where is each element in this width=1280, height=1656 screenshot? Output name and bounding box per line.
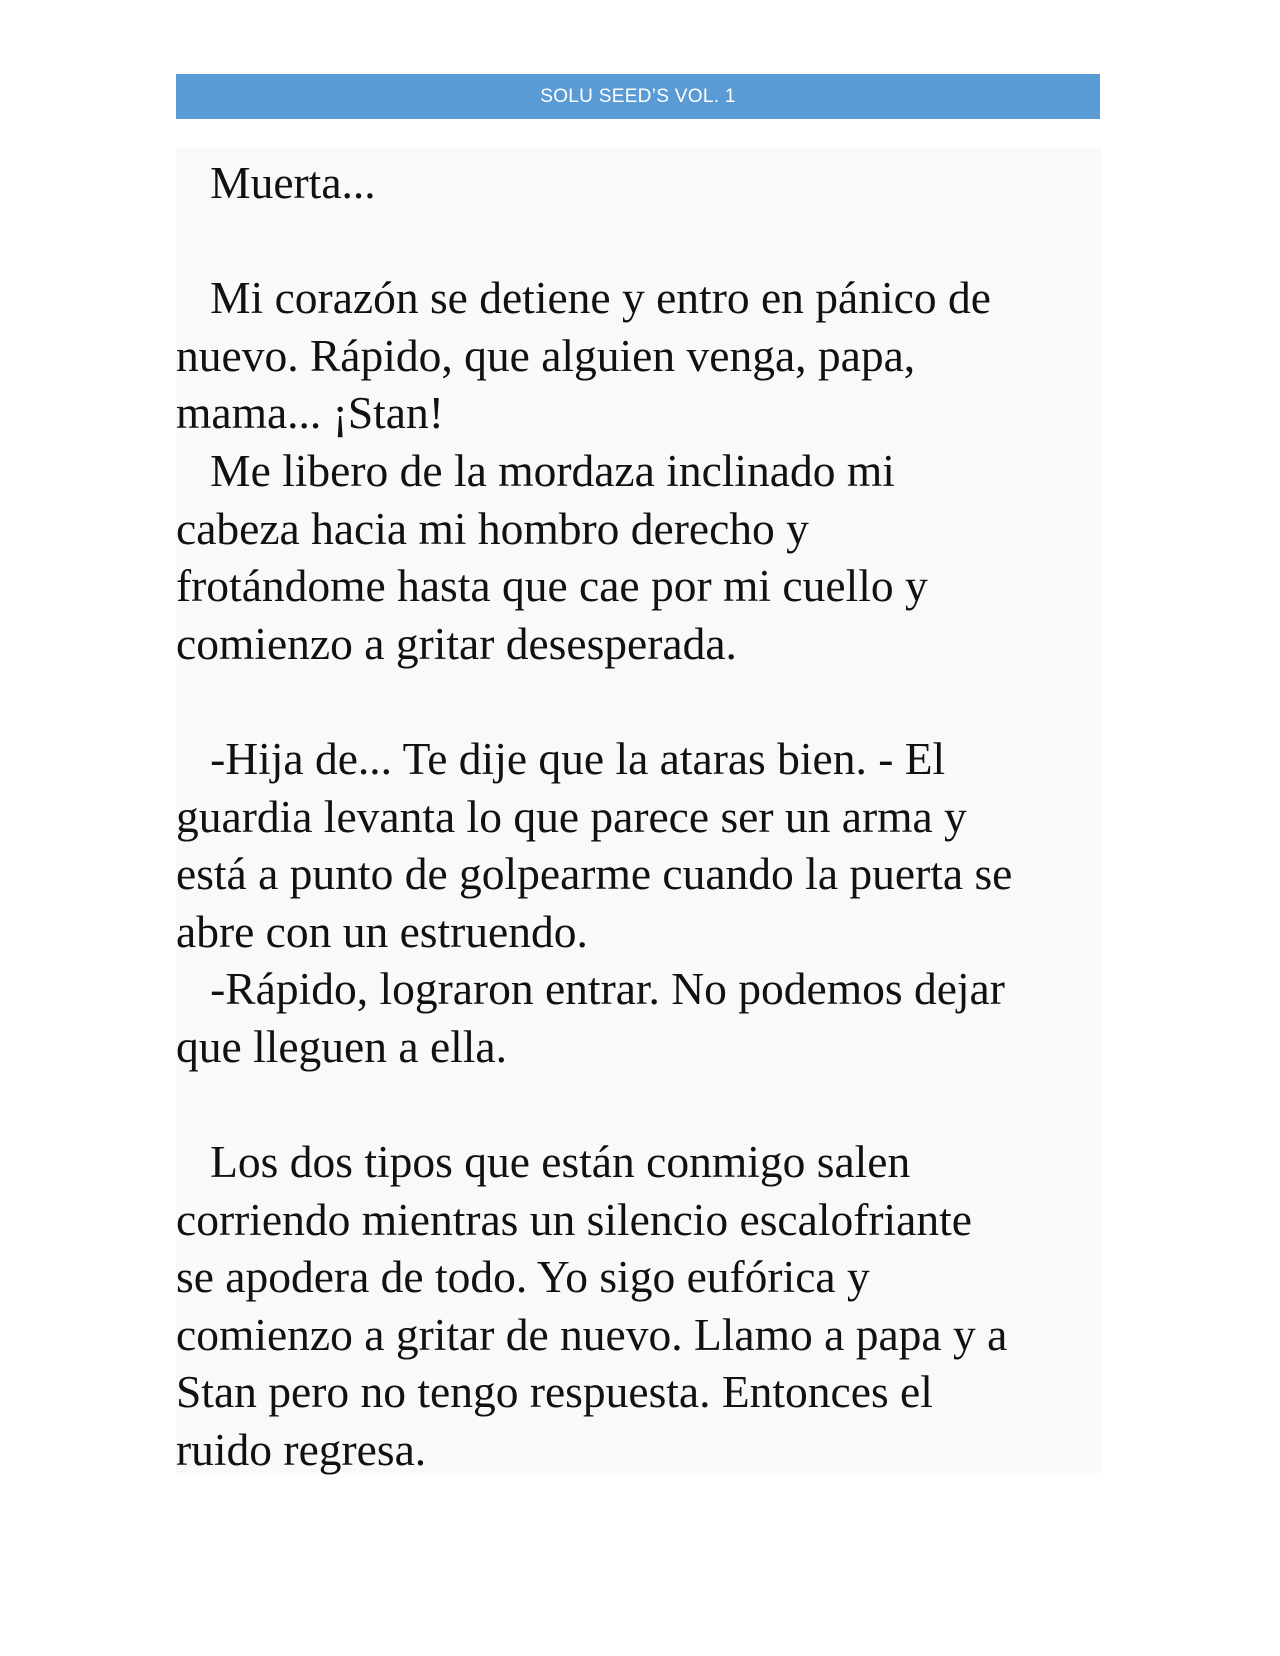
text-line: ruido regresa.	[176, 1424, 427, 1476]
text-line: Los dos tipos que están conmigo salen	[176, 1136, 911, 1188]
text-line: Mi corazón se detiene y entro en pánico de	[176, 272, 991, 324]
text-line: cabeza hacia mi hombro derecho y	[176, 502, 809, 554]
text-line: frotándome hasta que cae por mi cuello y	[176, 560, 928, 612]
text-line: comienzo a gritar desesperada.	[176, 617, 737, 669]
paragraph	[176, 960, 1102, 1075]
paragraph	[176, 1133, 1102, 1479]
text-line: abre con un estruendo.	[176, 905, 588, 957]
text-line: corriendo mientras un silencio escalofriante	[176, 1193, 972, 1245]
text-line: Me libero de la mordaza inclinado mi	[176, 444, 895, 496]
body-text	[176, 148, 1102, 1476]
running-header-title: SOLU SEED’S VOL. 1	[540, 85, 736, 107]
text-line: que lleguen a ella.	[176, 1020, 507, 1072]
text-line: -Rápido, lograron entrar. No podemos dejar	[176, 963, 1005, 1015]
paragraph	[176, 442, 1102, 672]
text-line: guardia levanta lo que parece ser un arma y	[176, 790, 967, 842]
text-line: está a punto de golpearme cuando la puerta se	[176, 848, 1013, 900]
text-line: comienzo a gritar de nuevo. Llamo a papa y a	[176, 1308, 1008, 1360]
paragraph	[176, 730, 1102, 960]
text-line: -Hija de... Te dije que la ataras bien. - El	[176, 732, 946, 784]
text-line: Stan pero no tengo respuesta. Entonces el	[176, 1366, 933, 1418]
text-line: nuevo. Rápido, que alguien venga, papa,	[176, 329, 916, 381]
running-header	[176, 74, 1100, 119]
text-line: se apodera de todo. Yo sigo eufórica y	[176, 1251, 870, 1303]
paragraph-spacer	[176, 212, 1102, 270]
text-line: Muerta...	[176, 157, 376, 208]
paragraph-spacer	[176, 1076, 1102, 1134]
paragraph-spacer	[176, 672, 1102, 730]
text-line: mama... ¡Stan!	[176, 387, 444, 439]
paragraph	[176, 269, 1102, 442]
paragraph	[176, 154, 1102, 212]
